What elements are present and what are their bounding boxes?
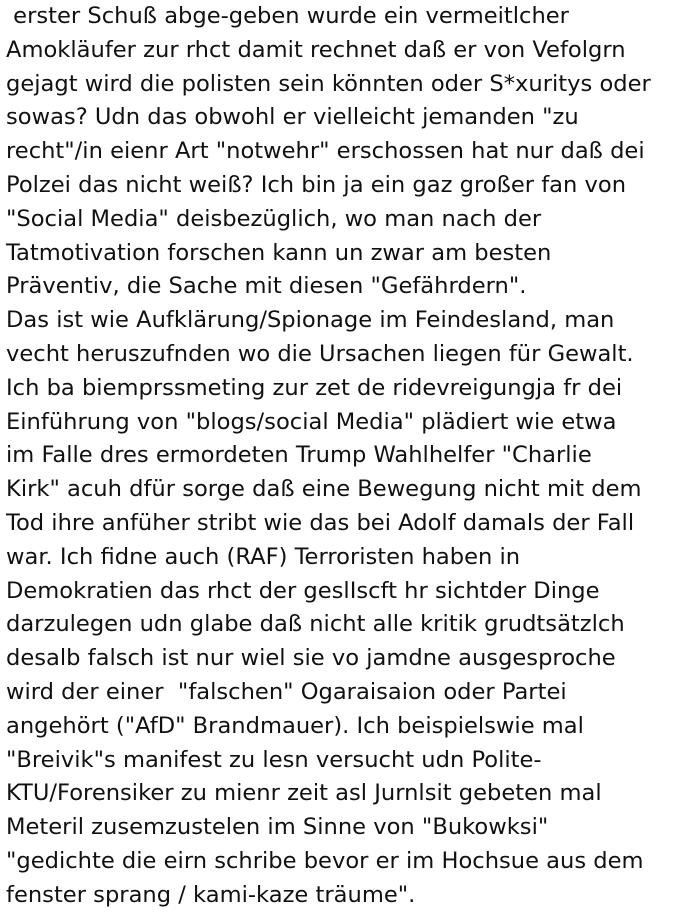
- text-line: Ich ba biemprssmeting zur zet de ridevreigungja fr dei: [6, 374, 623, 401]
- text-line: desalb falsch ist nur wiel sie vo jamdne ausgesproche: [6, 645, 616, 672]
- text-line: Amokläufer zur rhct damit rechnet daß er von Vefolgrn: [6, 36, 626, 63]
- text-line: darzulegen udn glabe daß nicht alle kritik grudtsätzlch: [6, 611, 625, 638]
- text-line: Kirk" acuh dfür sorge daß eine Bewegung nicht mit dem: [6, 476, 642, 503]
- text-line: KTU/Forensiker zu mienr zeit asl Jurnlsit gebeten mal: [6, 780, 602, 807]
- text-line: fenster sprang / kami-kaze träume".: [6, 881, 416, 908]
- body-text: [6, 0, 682, 913]
- text-line: vecht heruszufnden wo die Ursachen liegen für Gewalt.: [6, 340, 634, 367]
- text-line: recht"/in eienr Art "notwehr" erschossen hat nur daß dei: [6, 138, 645, 165]
- text-line: erster Schuß abge-geben wurde ein vermeitlcher: [6, 3, 569, 29]
- text-line: war. Ich fidne auch (RAF) Terroristen haben in: [6, 543, 521, 570]
- text-line: Einführung von "blogs/social Media" plädiert wie etwa: [6, 408, 617, 435]
- text-line: Tatmotivation forschen kann un zwar am besten: [6, 239, 552, 266]
- text-line: angehört ("AfD" Brandmauer). Ich beispielswie mal: [6, 712, 584, 739]
- text-line: sowas? Udn das obwohl er vielleicht jemanden "zu: [6, 104, 579, 131]
- text-line: Präventiv, die Sache mit diesen "Gefährdern".: [6, 273, 527, 300]
- text-line: Polzei das nicht weiß? Ich bin ja ein gaz großer fan von: [6, 171, 627, 198]
- text-line: Demokratien das rhct der geslIscft hr sichtder Dinge: [6, 577, 600, 604]
- text-line: Tod ihre anfüher stribt wie das bei Adolf damals der Fall: [6, 509, 635, 536]
- text-line: gejagt wird die polisten sein könnten oder S*xuritys oder: [6, 70, 651, 97]
- text-line: Meteril zusemzustelen im Sinne von "Bukowksi": [6, 814, 549, 841]
- text-line: "Social Media" deisbezüglich, wo man nach der: [6, 205, 542, 232]
- text-line: wird der einer "falschen" Ogaraisaion oder Partei: [6, 678, 567, 705]
- text-line: "gedichte die eirn schribe bevor er im Hochsue aus dem: [6, 847, 644, 874]
- text-line: "Breivik"s manifest zu lesn versucht udn Polite-: [6, 746, 542, 773]
- text-line: Das ist wie Aufklärung/Spionage im Feindesland, man: [6, 307, 615, 334]
- text-line: im Falle dres ermordeten Trump Wahlhelfer "Charlie: [6, 442, 592, 469]
